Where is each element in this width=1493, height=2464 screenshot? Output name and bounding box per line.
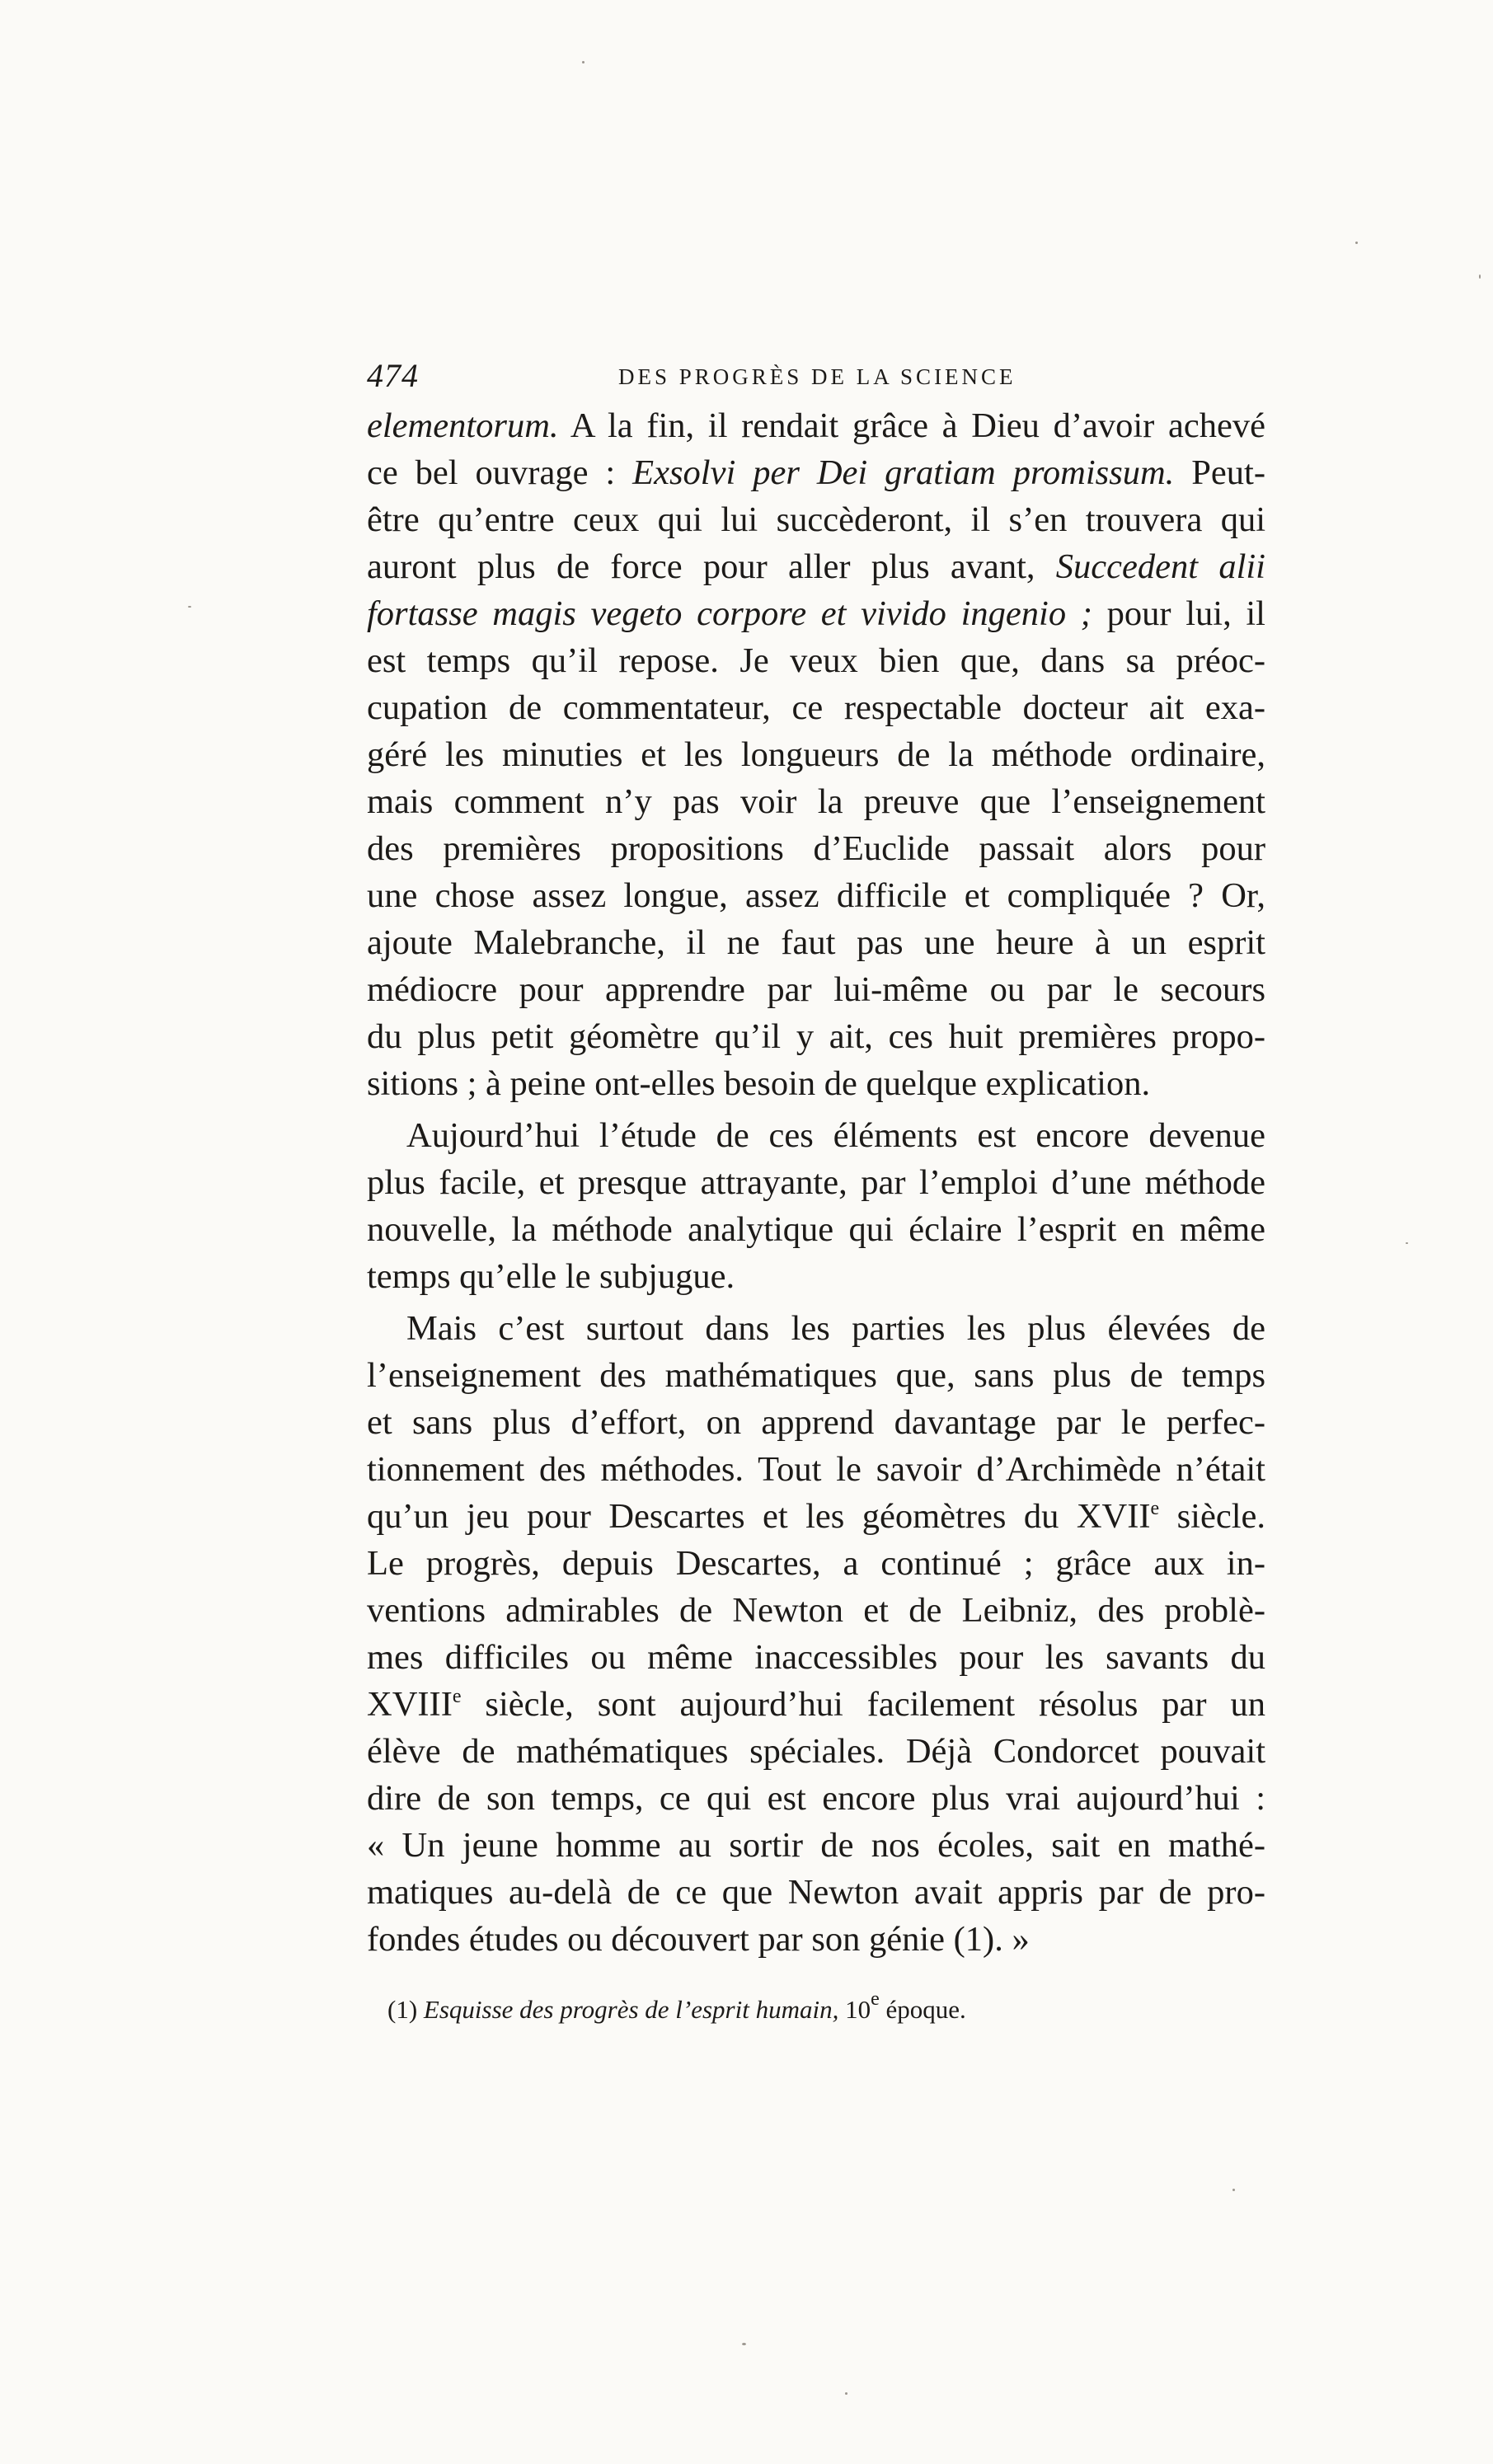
paper-speck xyxy=(1406,1242,1408,1244)
text-line: des premières propositions d’Euclide passait alors pour xyxy=(367,829,1265,868)
text-line: XVIIIe siècle, sont aujourd’hui facilement résolus par un xyxy=(367,1685,1265,1724)
paper-speck xyxy=(742,2343,746,2345)
paper-speck xyxy=(1479,275,1481,279)
text-line: cupation de commentateur, ce respectable docteur ait exa- xyxy=(367,688,1265,727)
text-line: matiques au-delà de ce que Newton avait appris par de pro- xyxy=(367,1873,1265,1912)
text-line: est temps qu’il repose. Je veux bien que, dans sa préoc- xyxy=(367,641,1265,680)
text-line: géré les minuties et les longueurs de la méthode ordinaire, xyxy=(367,735,1265,774)
text-line: ajoute Malebranche, il ne faut pas une heure à un esprit xyxy=(367,923,1265,962)
text-line: qu’un jeu pour Descartes et les géomètres du XVIIe siècle. xyxy=(367,1497,1265,1536)
running-head: DES PROGRÈS DE LA SCIENCE xyxy=(618,364,1016,389)
text-line: nouvelle, la méthode analytique qui éclaire l’esprit en même xyxy=(367,1210,1265,1249)
text-line: être qu’entre ceux qui lui succèderont, il s’en trouvera qui xyxy=(367,500,1265,539)
text-line: Mais c’est surtout dans les parties les plus élevées de xyxy=(406,1309,1265,1348)
text-line: temps qu’elle le subjugue. xyxy=(367,1257,735,1296)
text-line: du plus petit géomètre qu’il y ait, ces huit premières propo- xyxy=(367,1017,1265,1056)
text-line: mes difficiles ou même inaccessibles pour les savants du xyxy=(367,1638,1265,1677)
text-line: dire de son temps, ce qui est encore plus vrai aujourd’hui : xyxy=(367,1779,1265,1818)
text-line: tionnement des méthodes. Tout le savoir d’Archimède n’était xyxy=(367,1450,1265,1489)
body-text xyxy=(367,402,1265,1963)
text-line: et sans plus d’effort, on apprend davantage par le perfec- xyxy=(367,1403,1265,1442)
text-line: une chose assez longue, assez difficile et compliquée ? Or, xyxy=(367,876,1265,915)
paper-speck xyxy=(1355,242,1358,244)
page-header xyxy=(367,356,1265,406)
text-line: mais comment n’y pas voir la preuve que l’enseignement xyxy=(367,782,1265,821)
text-line: « Un jeune homme au sortir de nos écoles, sait en mathé- xyxy=(367,1826,1265,1865)
text-line: médiocre pour apprendre par lui-même ou par le secours xyxy=(367,970,1265,1009)
text-line: Le progrès, depuis Descartes, a continué ; grâce aux in- xyxy=(367,1544,1265,1583)
footnote: (1) Esquisse des progrès de l’esprit humain, 10e époque. xyxy=(387,1988,966,2024)
text-line: fortasse magis vegeto corpore et vivido ingenio ; pour lui, il xyxy=(367,594,1265,633)
paper-speck xyxy=(1232,2189,1235,2191)
text-line: Aujourd’hui l’étude de ces éléments est encore devenue xyxy=(406,1116,1265,1155)
text-line: fondes études ou découvert par son génie (1). » xyxy=(367,1920,1030,1959)
text-line: élève de mathématiques spéciales. Déjà Condorcet pouvait xyxy=(367,1732,1265,1771)
text-line: l’enseignement des mathématiques que, sans plus de temps xyxy=(367,1356,1265,1395)
paper-speck xyxy=(188,606,191,608)
page-number: 474 xyxy=(367,357,419,394)
text-line: plus facile, et presque attrayante, par l’emploi d’une méthode xyxy=(367,1163,1265,1202)
text-line: elementorum. A la fin, il rendait grâce à Dieu d’avoir achevé xyxy=(367,406,1265,445)
text-line: ce bel ouvrage : Exsolvi per Dei gratiam promissum. Peut- xyxy=(367,453,1265,492)
paper-speck xyxy=(582,61,585,63)
text-line: ventions admirables de Newton et de Leibniz, des problè- xyxy=(367,1591,1265,1630)
text-line: auront plus de force pour aller plus avant, Succedent alii xyxy=(367,547,1265,586)
text-line: sitions ; à peine ont-elles besoin de quelque explication. xyxy=(367,1064,1151,1103)
paper-speck xyxy=(845,2392,847,2395)
